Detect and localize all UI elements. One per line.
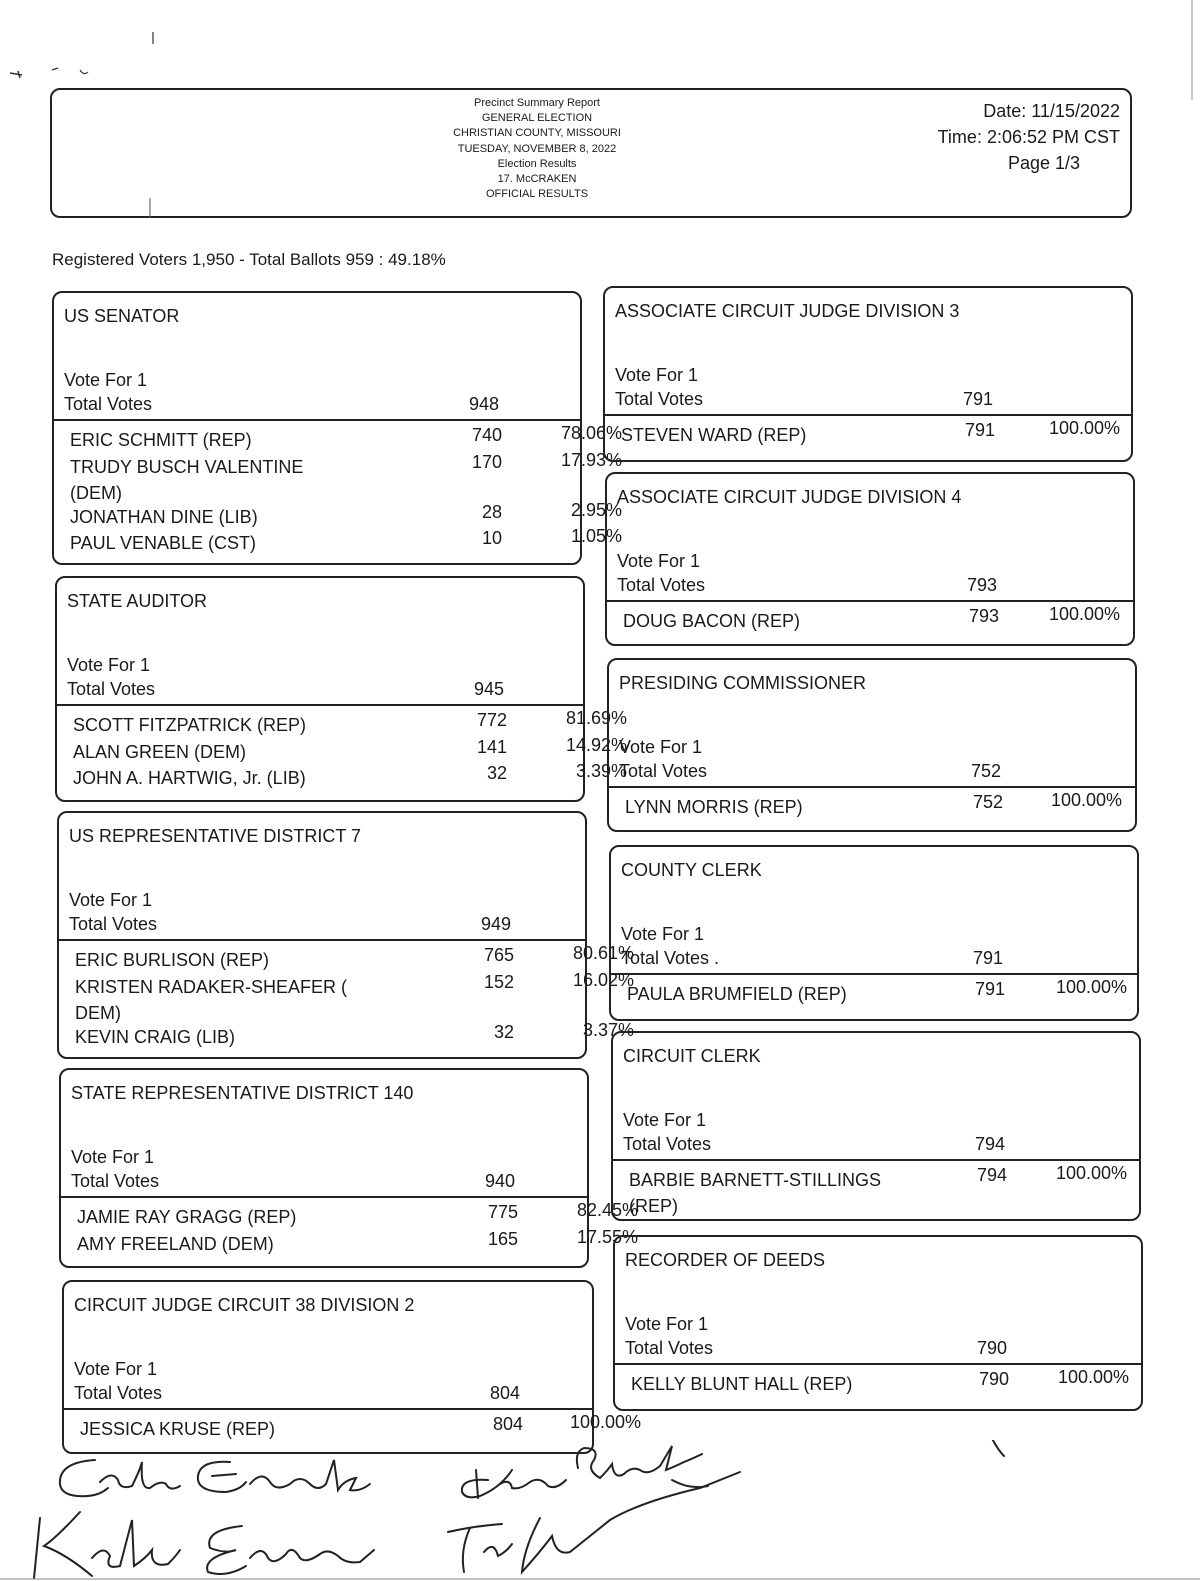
signatures [0,1440,1200,1581]
contest-state-auditor [55,576,627,802]
candidate-name-line: SCOTT FITZPATRICK (REP) [73,715,306,735]
candidate-votes: 28 [481,501,502,522]
vote-for-label: Vote For 1 [623,1110,707,1130]
total-votes-label: Total Votes [625,1338,714,1358]
candidate-name-line: JAMIE RAY GRAGG (REP) [77,1207,297,1227]
candidate-name [75,947,269,973]
total-votes-value: 804 [489,1383,520,1403]
candidate-percent: 14.92% [565,734,627,755]
total-votes-value: 794 [974,1134,1005,1154]
total-votes-label: Total Votes [617,575,706,595]
candidate-name-line: KELLY BLUNT HALL (REP) [631,1374,853,1394]
precinct-name: 17. McCRAKEN [497,173,577,186]
report-title: Precinct Summary Report [474,97,600,109]
total-votes-label: Total Votes [67,679,156,699]
contest-divider [64,1408,592,1410]
contest-title: US SENATOR [64,306,180,326]
contest-county-clerk [609,845,1139,1021]
candidate-votes: 165 [487,1228,518,1249]
candidate-votes: 170 [471,451,502,472]
candidate-votes: 775 [487,1202,518,1222]
vote-for-label: Vote For 1 [71,1147,155,1167]
contest-circuit-clerk [611,1031,1141,1221]
report-time: Time: 2:06:52 PM CST [937,127,1120,147]
candidate-name-line: KRISTEN RADAKER-SHEAFER ( [75,976,348,997]
total-votes-label: Total Votes [615,389,704,409]
candidate-name-line: DOUG BACON (REP) [623,611,801,631]
candidate-percent: 2.95% [570,499,622,520]
total-votes-value: 752 [970,761,1001,781]
candidate-name [623,608,800,634]
signature-jim-crowe [448,1472,740,1572]
contest-divider [609,786,1135,788]
check-mark [988,1440,1004,1456]
contest-divider [57,704,583,706]
signature-kelsey-ellen [34,1512,374,1578]
candidate-votes: 10 [481,528,502,548]
contest-us-senator [52,291,622,565]
contest-associate-circuit-judge-division-4 [605,472,1135,646]
candidate-percent: 100.00% [1057,1367,1129,1387]
candidate-name-line: KEVIN CRAIG (LIB) [75,1026,236,1047]
candidate-name [73,739,246,765]
contest-divider [615,1363,1141,1365]
candidate-percent: 100.00% [569,1412,641,1432]
total-votes-value: 940 [484,1171,515,1191]
candidate-name [625,794,803,820]
signature-lisa-russell [462,1446,702,1498]
contest-title: PRESIDING COMMISSIONER [619,673,867,693]
contest-divider [59,939,585,941]
total-votes-value: 790 [976,1338,1007,1358]
signature-carla-essick [60,1460,370,1496]
contest-title: CIRCUIT JUDGE CIRCUIT 38 DIVISION 2 [74,1295,415,1315]
candidate-name-line: JOHN A. HARTWIG, Jr. (LIB) [73,768,306,788]
contest-associate-circuit-judge-division-3 [603,286,1133,462]
candidate-percent: 17.55% [576,1226,638,1247]
candidate-percent: 16.02% [572,969,634,990]
contest-title: US REPRESENTATIVE DISTRICT 7 [69,826,362,846]
candidate-percent: 100.00% [1055,1163,1127,1183]
report-type: Election Results [497,157,577,170]
candidate-percent: 82.45% [576,1200,638,1220]
total-votes-value: 945 [473,679,504,699]
election-date: TUESDAY, NOVEMBER 8, 2022 [457,142,617,155]
contest-divider [54,419,580,421]
report-title-block [392,96,682,202]
candidate-name-line: AMY FREELAND (DEM) [77,1233,274,1254]
candidate-votes: 791 [964,420,995,440]
candidate-votes: 794 [976,1165,1007,1185]
candidate-name [80,1416,275,1442]
candidate-name-line: ALAN GREEN (DEM) [73,741,247,762]
registered-voters-summary: Registered Voters 1,950 - Total Ballots 959 : 49.18% [52,250,446,269]
candidate-percent: 3.39% [575,761,627,781]
candidate-percent: 78.06% [560,423,622,443]
contest-divider [605,414,1131,416]
contest-title: STATE AUDITOR [67,591,208,611]
total-votes-label: Total Votes [74,1383,163,1403]
vote-for-label: Vote For 1 [74,1359,158,1379]
vote-for-label: Vote For 1 [64,370,148,390]
total-votes-label: Total Votes [69,914,158,934]
vote-for-label: Vote For 1 [617,551,701,571]
candidate-name-line: ERIC SCHMITT (REP) [70,430,252,450]
official-label: OFFICIAL RESULTS [485,188,589,201]
contest-divider [607,600,1133,602]
candidate-votes: 740 [471,425,502,445]
candidate-percent: 17.93% [560,449,622,470]
election-name: GENERAL ELECTION [481,112,593,125]
candidate-name [77,1231,274,1257]
candidate-name-line: JONATHAN DINE (LIB) [70,506,258,527]
candidate-name [73,765,306,791]
contest-presiding-commissioner [607,658,1137,832]
vote-for-label: Vote For 1 [621,924,705,944]
candidate-name-line: ERIC BURLISON (REP) [75,950,270,970]
candidate-percent: 1.05% [570,526,622,546]
contest-circuit-judge-circuit-38-division-2 [62,1280,641,1454]
contest-title: CIRCUIT CLERK [623,1046,761,1066]
candidate-name [70,454,303,506]
candidate-percent: 81.69% [565,708,627,728]
vote-for-label: Vote For 1 [619,737,703,757]
candidate-votes: 141 [476,736,507,757]
candidate-name-line: PAUL VENABLE (CST) [70,533,257,553]
candidate-votes: 772 [476,710,507,730]
contest-divider [61,1196,587,1198]
candidate-votes: 791 [974,979,1005,999]
total-votes-value: 791 [962,389,993,409]
candidate-name-line: BARBIE BARNETT-STILLINGS [629,1170,882,1190]
scan-tick-mark [148,198,152,220]
candidate-votes: 752 [972,792,1003,812]
contest-title: RECORDER OF DEEDS [625,1250,826,1270]
total-votes-value: 793 [966,575,997,595]
total-votes-value: 949 [480,914,511,934]
contest-title: COUNTY CLERK [621,860,762,880]
candidate-percent: 100.00% [1050,790,1122,810]
candidate-name [75,1024,235,1050]
scan-marks [0,0,1200,100]
candidate-votes: 32 [493,1021,514,1042]
contest-us-representative-district-7 [57,811,634,1059]
contest-title: ASSOCIATE CIRCUIT JUDGE DIVISION 3 [615,301,960,321]
candidate-votes: 765 [483,945,514,965]
contest-state-representative-district-140 [59,1068,638,1268]
candidate-name [629,1167,881,1219]
candidate-name [627,981,847,1007]
candidate-votes: 793 [968,606,999,626]
candidate-votes: 32 [486,763,507,783]
report-header [50,88,1132,218]
candidate-name-line: LYNN MORRIS (REP) [625,797,803,817]
contest-title: ASSOCIATE CIRCUIT JUDGE DIVISION 4 [617,487,962,507]
candidate-votes: 152 [483,971,514,992]
vote-for-label: Vote For 1 [615,365,699,385]
candidate-name [75,974,347,1026]
candidate-name [631,1371,852,1397]
candidate-name [70,530,256,556]
candidate-votes: 790 [978,1369,1009,1389]
total-votes-value: 791 [972,948,1003,968]
total-votes-label: Total Votes [623,1134,712,1154]
candidate-name-line: STEVEN WARD (REP) [621,425,807,445]
candidate-percent: 80.61% [572,943,634,963]
vote-for-label: Vote For 1 [67,655,151,675]
candidate-name-line: JESSICA KRUSE (REP) [80,1419,276,1439]
candidate-percent: 100.00% [1055,977,1127,997]
candidate-name [70,504,258,530]
vote-for-label: Vote For 1 [625,1314,709,1334]
total-votes-value: 948 [468,394,499,414]
candidate-name-line: PAULA BRUMFIELD (REP) [627,984,847,1004]
contest-divider [613,1159,1139,1161]
candidate-name-line: (REP) [629,1196,678,1216]
candidate-name [73,712,306,738]
contest-recorder-of-deeds [613,1235,1143,1411]
report-meta [938,98,1120,176]
county-name: CHRISTIAN COUNTY, MISSOURI [453,127,621,140]
candidate-percent: 100.00% [1048,604,1120,624]
candidate-name [70,427,252,453]
total-votes-label: Total Votes . [621,948,720,968]
total-votes-label: Total Votes [71,1171,160,1191]
candidate-name [621,422,806,448]
candidate-name-line: TRUDY BUSCH VALENTINE [70,456,304,477]
candidate-votes: 804 [492,1414,523,1434]
contest-title: STATE REPRESENTATIVE DISTRICT 140 [71,1083,414,1103]
candidate-name [77,1204,296,1230]
candidate-name-line: DEM) [75,1002,121,1023]
candidate-name-line: (DEM) [70,482,122,503]
total-votes-label: Total Votes [619,761,708,781]
total-votes-label: Total Votes [64,394,153,414]
report-date: Date: 11/15/2022 [983,101,1120,121]
vote-for-label: Vote For 1 [69,890,153,910]
candidate-percent: 3.37% [582,1019,634,1040]
candidate-percent: 100.00% [1048,418,1120,438]
contest-divider [611,973,1137,975]
page-number: Page 1/3 [1007,153,1080,173]
